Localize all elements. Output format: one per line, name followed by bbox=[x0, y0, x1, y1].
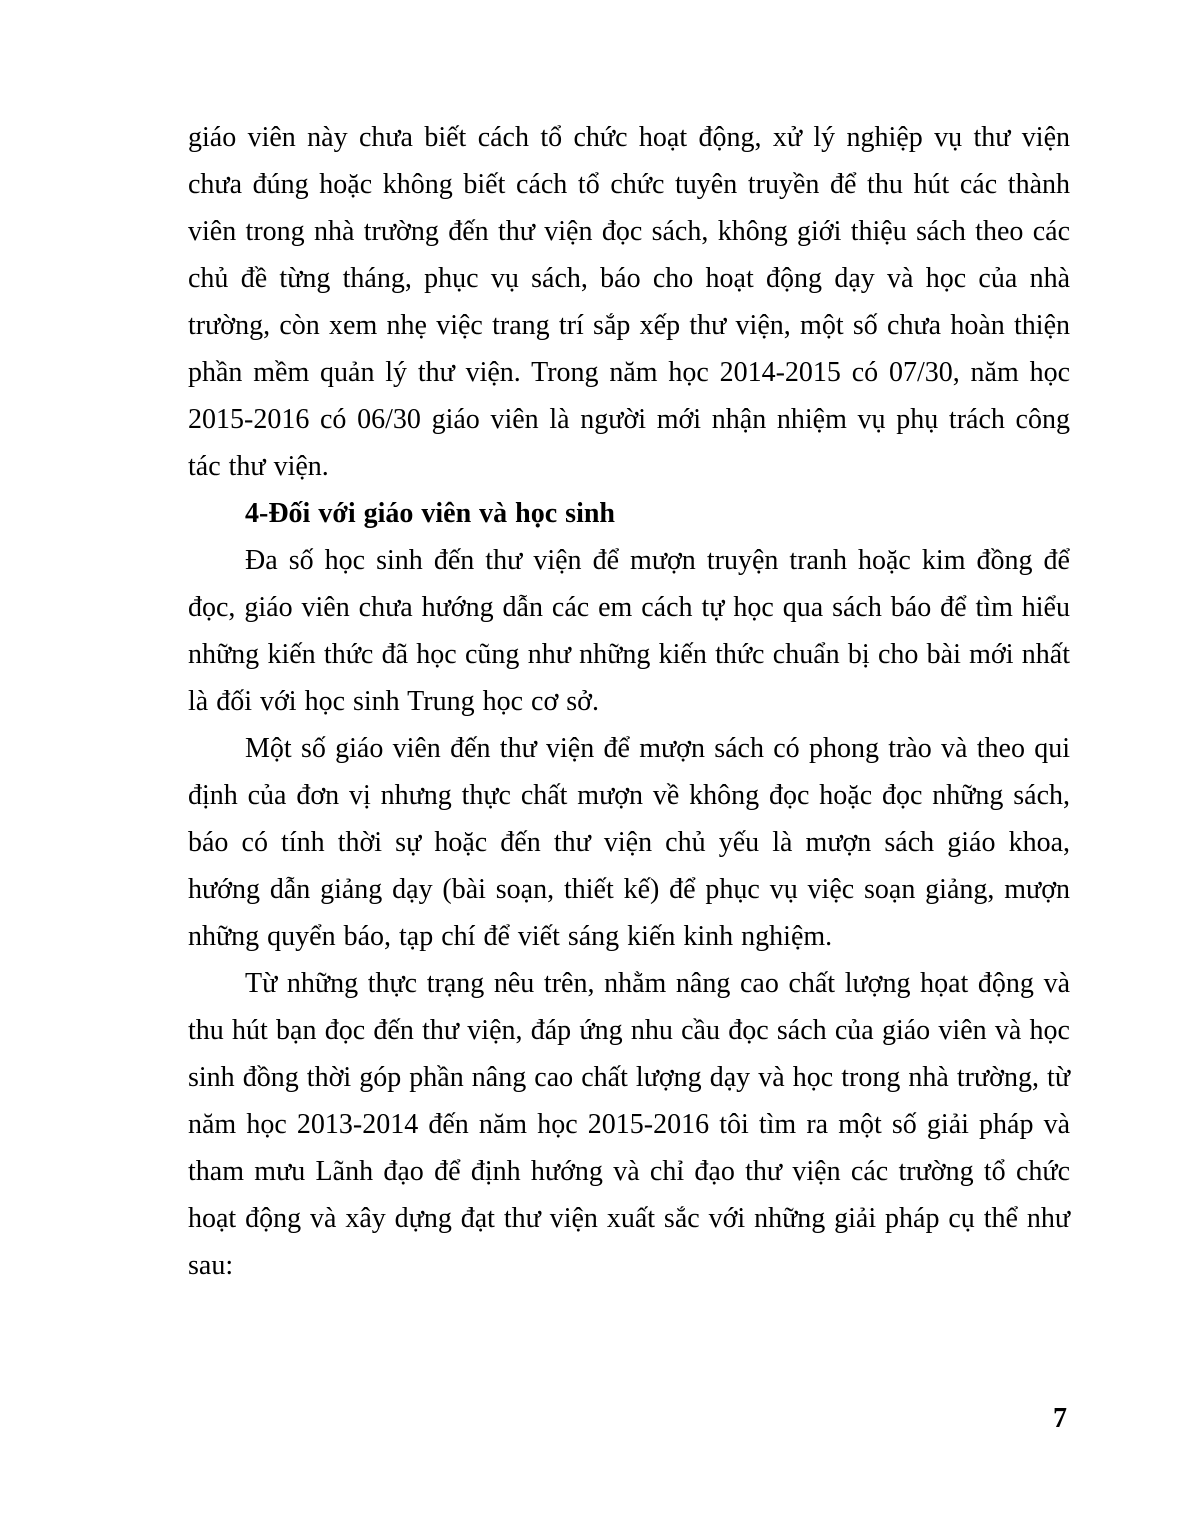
text-block bbox=[188, 114, 1070, 1289]
paragraph: Đa số học sinh đến thư viện để mượn truyện tranh hoặc kim đồng để đọc, giáo viên chưa hướng dẫn các em cách tự học qua sách báo để tìm hiểu những kiến thức đã học cũng như những kiến thức chuẩn bị cho bài mới nhất là đối với học sinh Trung học cơ sở. bbox=[188, 545, 1070, 717]
section-heading: 4-Đối với giáo viên và học sinh bbox=[245, 498, 615, 529]
page-number: 7 bbox=[1053, 1403, 1067, 1434]
paragraph: Từ những thực trạng nêu trên, nhằm nâng cao chất lượng họat động và thu hút bạn đọc đến thư viện, đáp ứng nhu cầu đọc sách của giáo viên và học sinh đồng thời góp phần nâng cao chất lượng dạy và học trong nhà trường, từ năm học 2013-2014 đến năm học 2015-2016 tôi tìm ra một số giải pháp và tham mưu Lãnh đạo để định hướng và chỉ đạo thư viện các trường tổ chức hoạt động và xây dựng đạt thư viện xuất sắc với những giải pháp cụ thể như sau: bbox=[188, 968, 1070, 1281]
paragraph: Một số giáo viên đến thư viện để mượn sách có phong trào và theo qui định của đơn vị nhưng thực chất mượn về không đọc hoặc đọc những sách, báo có tính thời sự hoặc đến thư viện chủ yếu là mượn sách giáo khoa, hướng dẫn giảng dạy (bài soạn, thiết kế) để phục vụ việc soạn giảng, mượn những quyển báo, tạp chí để viết sáng kiến kinh nghiệm. bbox=[188, 733, 1070, 952]
paragraph-continuation: giáo viên này chưa biết cách tổ chức hoạt động, xử lý nghiệp vụ thư viện chưa đúng hoặc không biết cách tổ chức tuyên truyền để thu hút các thành viên trong nhà trường đến thư viện đọc sách, không giới thiệu sách theo các chủ đề từng tháng, phục vụ sách, báo cho hoạt động dạy và học của nhà trường, còn xem nhẹ việc trang trí sắp xếp thư viện, một số chưa hoàn thiện phần mềm quản lý thư viện. Trong năm học 2014-2015 có 07/30, năm học 2015-2016 có 06/30 giáo viên là người mới nhận nhiệm vụ phụ trách công tác thư viện. bbox=[188, 122, 1070, 482]
